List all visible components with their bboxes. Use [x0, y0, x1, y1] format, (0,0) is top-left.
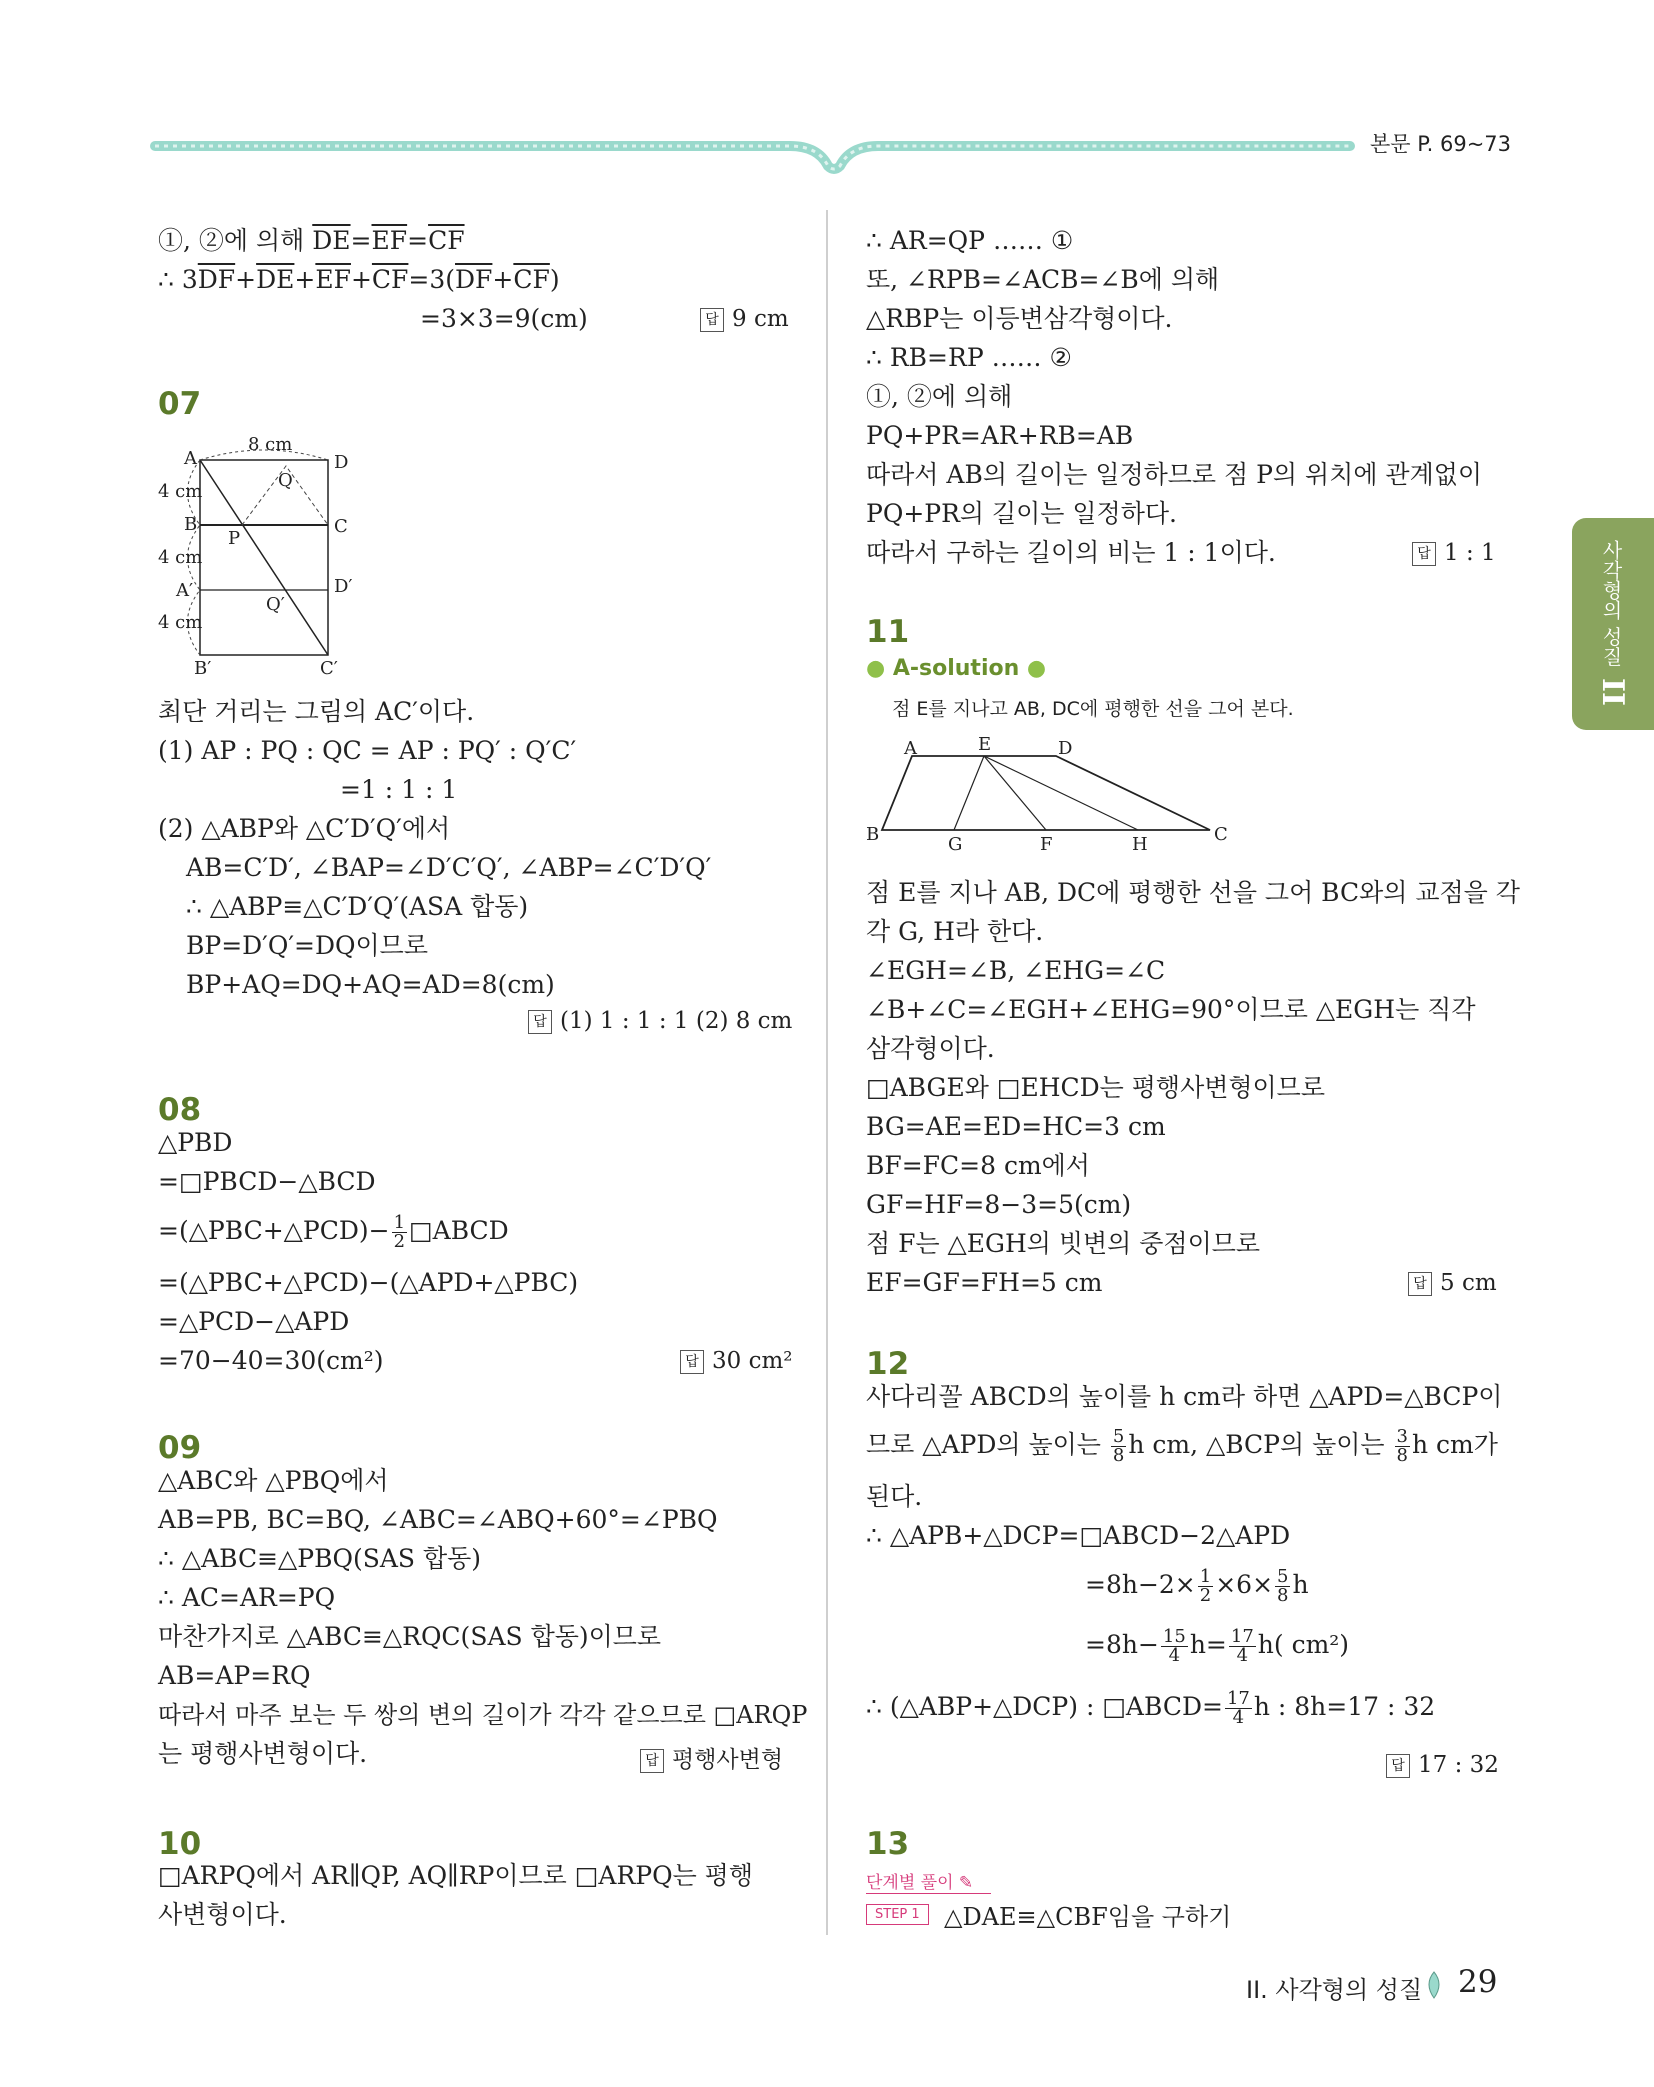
- p11-line-7: BG=AE=ED=HC=3 cm: [866, 1112, 1166, 1141]
- p12-line-5: =8h−2× $\frac{1}{2}$ ×6× $\frac{5}{8}$ h: [1085, 1566, 1309, 1606]
- p11-line-3: ∠EGH=∠B, ∠EHG=∠C: [866, 956, 1166, 985]
- column-divider: [826, 210, 828, 1935]
- p07-line-7: BP=D′Q′=DQ이므로: [186, 931, 428, 960]
- p11-line-10: 점 F는 △EGH의 빗변의 중점이므로: [866, 1229, 1261, 1258]
- problem-07-diagram: [150, 430, 390, 680]
- problem-number-11: 11: [866, 614, 910, 650]
- leaf-icon: [1424, 1970, 1444, 2000]
- answer-icon: 답: [1412, 542, 1436, 566]
- p08-line-1: △PBD: [158, 1128, 233, 1157]
- answer-icon: 답: [1408, 1272, 1432, 1296]
- side-tab-label: 사각형의 성질: [1599, 540, 1623, 667]
- p10-answer: 답 1 : 1: [1412, 540, 1496, 566]
- p09-line-6: AB=AP=RQ: [158, 1661, 311, 1690]
- diagram-label-top: 8 cm: [248, 434, 293, 455]
- diagram-label-C-prime: C′: [320, 658, 338, 679]
- diagram-label-side1: 4 cm: [158, 481, 203, 502]
- p08-line-2: =□PBCD−△BCD: [158, 1167, 376, 1196]
- intro-line-3: =3×3=9(cm): [420, 304, 588, 333]
- p11-line-11: EF=GF=FH=5 cm: [866, 1268, 1103, 1297]
- p09-line-1: △ABC와 △PBQ에서: [158, 1466, 389, 1495]
- p12-line-6: =8h− $\frac{15}{4}$ h= $\frac{17}{4}$ h( cm²): [1085, 1626, 1350, 1666]
- header-band: [150, 128, 1360, 178]
- step-solution-title: 단계별 풀이 ✎: [866, 1868, 991, 1894]
- chapter-side-tab: [1572, 518, 1654, 730]
- intro-line-2: ∴ $3\overline{DF}+\overline{DE}+\overline{EF}+\overline{CF}=3(\overline{DF}+\overline{CF})$: [158, 265, 560, 294]
- problem-number-09: 09: [158, 1430, 202, 1466]
- p11-answer: 답 5 cm: [1408, 1270, 1497, 1296]
- diagram-label-G: G: [948, 834, 963, 855]
- diagram-label-D: D: [334, 452, 349, 473]
- p09-answer: 답 평행사변형: [640, 1741, 783, 1774]
- diagram-label-F: F: [1040, 834, 1053, 855]
- diagram-label-Q-prime: Q′: [266, 594, 285, 615]
- answer-icon: 답: [640, 1749, 664, 1773]
- page-reference: 본문 P. 69~73: [1370, 132, 1512, 156]
- p08-line-5: =△PCD−△APD: [158, 1307, 350, 1336]
- answer-icon: 답: [680, 1350, 704, 1374]
- p12-line-3: 된다.: [866, 1482, 923, 1511]
- p10-cont-line-6: PQ+PR=AR+RB=AB: [866, 421, 1134, 450]
- p08-line-3: =(△PBC+△PCD)− $\frac{1}{2}$ □ABCD: [158, 1212, 509, 1252]
- p10-cont-line-2: 또, ∠RPB=∠ACB=∠B에 의해: [866, 265, 1220, 294]
- p08-line-4: =(△PBC+△PCD)−(△APD+△PBC): [158, 1268, 579, 1297]
- answer-icon: 답: [700, 308, 724, 332]
- diagram-label-Q: Q: [278, 470, 293, 491]
- step-1-text: △DAE≡△CBF임을 구하기: [944, 1903, 1232, 1931]
- pencil-icon: ✎: [953, 1873, 974, 1893]
- p10-line-1: □ARPQ에서 AR∥QP, AQ∥RP이므로 □ARPQ는 평행: [158, 1861, 753, 1890]
- problem-number-07: 07: [158, 386, 202, 422]
- p10-cont-line-3: △RBP는 이등변삼각형이다.: [866, 304, 1173, 333]
- diagram-label-D: D: [1058, 738, 1073, 759]
- diagram-label-side3: 4 cm: [158, 612, 203, 633]
- p07-line-8: BP+AQ=DQ+AQ=AD=8(cm): [186, 970, 555, 999]
- p07-line-2: (1) AP : PQ : QC = AP : PQ′ : Q′C′: [158, 736, 577, 765]
- p10-cont-line-4: ∴ RB=RP …… ②: [866, 343, 1072, 372]
- a-solution-hint: 점 E를 지나고 AB, DC에 평행한 선을 그어 본다.: [892, 698, 1294, 720]
- p10-line-2: 사변형이다.: [158, 1900, 287, 1929]
- p11-line-5: 삼각형이다.: [866, 1034, 995, 1063]
- intro-answer: 답 9 cm: [700, 306, 789, 332]
- p07-answer: 답 (1) 1 : 1 : 1 (2) 8 cm: [528, 1008, 792, 1034]
- p07-line-3: =1 : 1 : 1: [340, 775, 458, 804]
- p11-line-8: BF=FC=8 cm에서: [866, 1151, 1090, 1180]
- p09-line-3: ∴ △ABC≡△PBQ(SAS 합동): [158, 1544, 482, 1573]
- intro-line-1: ①, ②에 의해 $\overline{DE}=\overline{EF}=\overline{CF}$: [158, 226, 465, 255]
- p11-line-9: GF=HF=8−3=5(cm): [866, 1190, 1132, 1219]
- p07-line-4: (2) △ABP와 △C′D′Q′에서: [158, 814, 451, 843]
- p07-line-1: 최단 거리는 그림의 AC′이다.: [158, 697, 475, 726]
- a-solution-badge: ● A-solution ●: [866, 656, 1047, 681]
- p08-line-6: =70−40=30(cm²): [158, 1346, 384, 1375]
- problem-number-12: 12: [866, 1346, 910, 1382]
- p10-cont-line-9: 따라서 구하는 길이의 비는 1 : 1이다.: [866, 538, 1276, 567]
- diagram-label-side2: 4 cm: [158, 547, 203, 568]
- problem-number-10: 10: [158, 1826, 202, 1862]
- p12-line-7: ∴ (△ABP+△DCP) : □ABCD= $\frac{17}{4}$ h : 8h=17 : 32: [866, 1688, 1436, 1728]
- diagram-label-B-prime: B′: [194, 658, 212, 679]
- diagram-label-P: P: [228, 528, 241, 549]
- p09-line-4: ∴ AC=AR=PQ: [158, 1583, 336, 1612]
- p12-line-1: 사다리꼴 ABCD의 높이를 h cm라 하면 △APD=△BCP이: [866, 1382, 1503, 1411]
- p11-line-2: 각 G, H라 한다.: [866, 917, 1044, 946]
- answer-icon: 답: [528, 1010, 552, 1034]
- answer-icon: 답: [1386, 1754, 1410, 1778]
- side-tab-roman: II: [1595, 678, 1630, 707]
- diagram-label-H: H: [1132, 834, 1148, 855]
- p12-line-4: ∴ △APB+△DCP=□ABCD−2△APD: [866, 1521, 1291, 1550]
- diagram-label-E: E: [978, 734, 992, 755]
- p10-cont-line-8: PQ+PR의 길이는 일정하다.: [866, 499, 1177, 528]
- p09-line-8: 는 평행사변형이다.: [158, 1739, 368, 1768]
- p10-cont-line-7: 따라서 AB의 길이는 일정하므로 점 P의 위치에 관계없이: [866, 460, 1483, 489]
- p10-cont-line-1: ∴ AR=QP …… ①: [866, 226, 1074, 255]
- diagram-label-C: C: [1214, 824, 1228, 845]
- p10-cont-line-5: ①, ②에 의해: [866, 382, 1013, 411]
- p11-line-1: 점 E를 지나 AB, DC에 평행한 선을 그어 BC와의 교점을 각: [866, 878, 1520, 907]
- p11-line-6: □ABGE와 □EHCD는 평행사변형이므로: [866, 1073, 1325, 1102]
- p09-line-7: 따라서 마주 보는 두 쌍의 변의 길이가 각각 같으므로 □ARQP: [158, 1701, 808, 1729]
- diagram-label-A-prime: A′: [176, 580, 194, 601]
- p12-answer: 답 17 : 32: [1386, 1752, 1499, 1778]
- diagram-label-B: B: [184, 514, 198, 535]
- p11-line-4: ∠B+∠C=∠EGH+∠EHG=90°이므로 △EGH는 직각: [866, 995, 1476, 1024]
- p09-line-5: 마찬가지로 △ABC≡△RQC(SAS 합동)이므로: [158, 1622, 662, 1651]
- p07-line-6: ∴ △ABP≡△C′D′Q′(ASA 합동): [186, 892, 529, 921]
- diagram-label-B: B: [866, 824, 880, 845]
- footer-chapter: II. 사각형의 성질: [1246, 1976, 1423, 2004]
- diagram-label-A: A: [904, 738, 917, 759]
- problem-number-13: 13: [866, 1826, 910, 1862]
- problem-number-08: 08: [158, 1092, 202, 1128]
- p12-line-2: 므로 △APD의 높이는 $\frac{5}{8}$ h cm, △BCP의 높이는 $\frac{3}{8}$ h cm가: [866, 1426, 1498, 1466]
- p08-answer: 답 30 cm²: [680, 1348, 793, 1374]
- step-badge: STEP 1: [866, 1904, 929, 1925]
- p07-line-5: AB=C′D′, ∠BAP=∠D′C′Q′, ∠ABP=∠C′D′Q′: [186, 853, 712, 882]
- problem-11-diagram: [860, 728, 1230, 858]
- footer-page-number: 29: [1458, 1964, 1498, 2000]
- diagram-label-D-prime: D′: [334, 576, 353, 597]
- p09-line-2: AB=PB, BC=BQ, ∠ABC=∠ABQ+60°=∠PBQ: [158, 1505, 718, 1534]
- diagram-label-A: A: [184, 448, 197, 469]
- diagram-label-C: C: [334, 516, 348, 537]
